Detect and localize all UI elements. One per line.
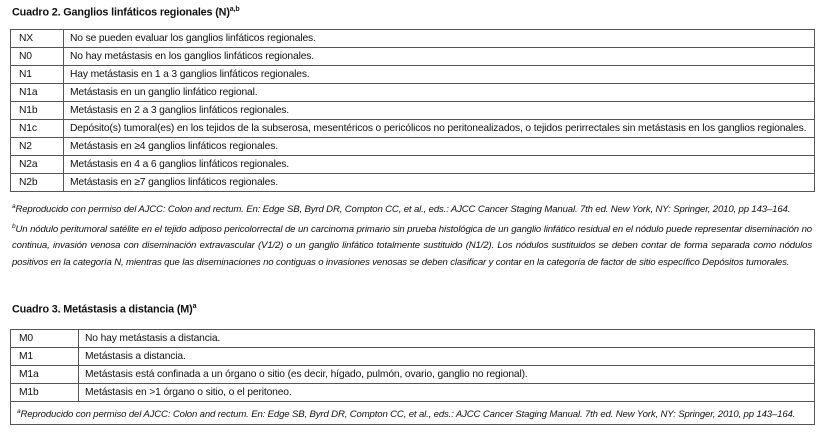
- table-row: [11, 174, 815, 192]
- stage-description: Metástasis en 2 a 3 ganglios linfáticos regionales.: [64, 102, 815, 120]
- stage-code: NX: [11, 30, 64, 48]
- table-row: [11, 138, 815, 156]
- stage-code: N2b: [11, 174, 64, 192]
- table-row: [11, 156, 815, 174]
- footnote-text: Reproducido con permiso del AJCC: Colon and rectum. En: Edge SB, Byrd DR, Compton CC, et al., eds.: AJCC Cancer Staging Manual. 7th ed. New York, NY: Springer, 2010, pp 143–164.: [20, 409, 796, 421]
- footnote-a: [12, 199, 812, 219]
- stage-code: M1: [11, 348, 79, 366]
- stage-description: Metástasis en ≥4 ganglios linfáticos regionales.: [64, 138, 815, 156]
- table-footnote-row: [11, 402, 815, 425]
- distant-metastasis-table: [10, 329, 815, 425]
- stage-code: N1: [11, 66, 64, 84]
- table-row: [11, 30, 815, 48]
- title-text: Cuadro 3. Metástasis a distancia (M): [12, 303, 193, 316]
- table-row: [11, 48, 815, 66]
- footnote-b: [12, 219, 812, 272]
- stage-code: M0: [11, 330, 79, 348]
- table2-title: [12, 6, 239, 19]
- footnote-mark: a: [12, 203, 16, 210]
- stage-description: Depósito(s) tumoral(es) en los tejidos de la subserosa, mesentéricos o pericólicos no peritonealizados, o tejidos perirrectales sin metástasis en los ganglios regionales.: [64, 120, 815, 138]
- footnote-text: Un nódulo peritumoral satélite en el tejido adiposo pericolorrectal de un carcinoma primario sin prueba histológica de un ganglio linfático residual en el nódulo puede representar diseminación no continua, invasión venosa con diseminación extravascular (V1/2) o un ganglio linfático totalmente sustituido (N1/2). Los nódulos sustituidos se deben contar de forma separada como nódulos positivos en la categoría N, mientras que las diseminaciones no contiguas o invasiones venosas se deben clasificar y contar en la categoría de factor de sitio específico Depósitos tumorales.: [12, 223, 812, 268]
- table-row: [11, 384, 815, 402]
- footnote-mark: b: [12, 222, 16, 230]
- stage-code: M1a: [11, 366, 79, 384]
- stage-description: Metástasis en ≥7 ganglios linfáticos regionales.: [64, 174, 815, 192]
- stage-description: No hay metástasis a distancia.: [79, 330, 815, 348]
- title-superscript: a,b: [229, 6, 240, 13]
- stage-code: N1a: [11, 84, 64, 102]
- table-row: [11, 84, 815, 102]
- table-row: [11, 66, 815, 84]
- title-superscript: a: [192, 303, 197, 310]
- stage-code: N1b: [11, 102, 64, 120]
- stage-description: Metástasis en 4 a 6 ganglios linfáticos regionales.: [64, 156, 815, 174]
- stage-description: Metástasis a distancia.: [79, 348, 815, 366]
- table2-footnotes: [12, 199, 812, 271]
- table-row: [11, 366, 815, 384]
- table-row: [11, 120, 815, 138]
- table-row: [11, 348, 815, 366]
- stage-code: N2a: [11, 156, 64, 174]
- stage-description: No se pueden evaluar los ganglios linfáticos regionales.: [64, 30, 815, 48]
- stage-code: N0: [11, 48, 64, 66]
- stage-description: Metástasis en >1 órgano o sitio, o el peritoneo.: [79, 384, 815, 402]
- title-text: Cuadro 2. Ganglios linfáticos regionales (N): [12, 6, 230, 19]
- stage-description: Hay metástasis en 1 a 3 ganglios linfáticos regionales.: [64, 66, 815, 84]
- table-footnote: [11, 402, 815, 425]
- footnote-mark: a: [17, 408, 21, 415]
- regional-lymph-nodes-table: [10, 29, 815, 192]
- stage-code: N2: [11, 138, 64, 156]
- footnote-text: Reproducido con permiso del AJCC: Colon and rectum. En: Edge SB, Byrd DR, Compton CC, et al., eds.: AJCC Cancer Staging Manual. 7th ed. New York, NY: Springer, 2010, pp 143–164.: [15, 204, 791, 216]
- stage-description: Metástasis en un ganglio linfático regional.: [64, 84, 815, 102]
- stage-description: Metástasis está confinada a un órgano o sitio (es decir, hígado, pulmón, ovario, ganglio no regional).: [79, 366, 815, 384]
- stage-description: No hay metástasis en los ganglios linfáticos regionales.: [64, 48, 815, 66]
- table-row: [11, 330, 815, 348]
- table-row: [11, 102, 815, 120]
- stage-code: N1c: [11, 120, 64, 138]
- stage-code: M1b: [11, 384, 79, 402]
- table3-title: [12, 303, 196, 316]
